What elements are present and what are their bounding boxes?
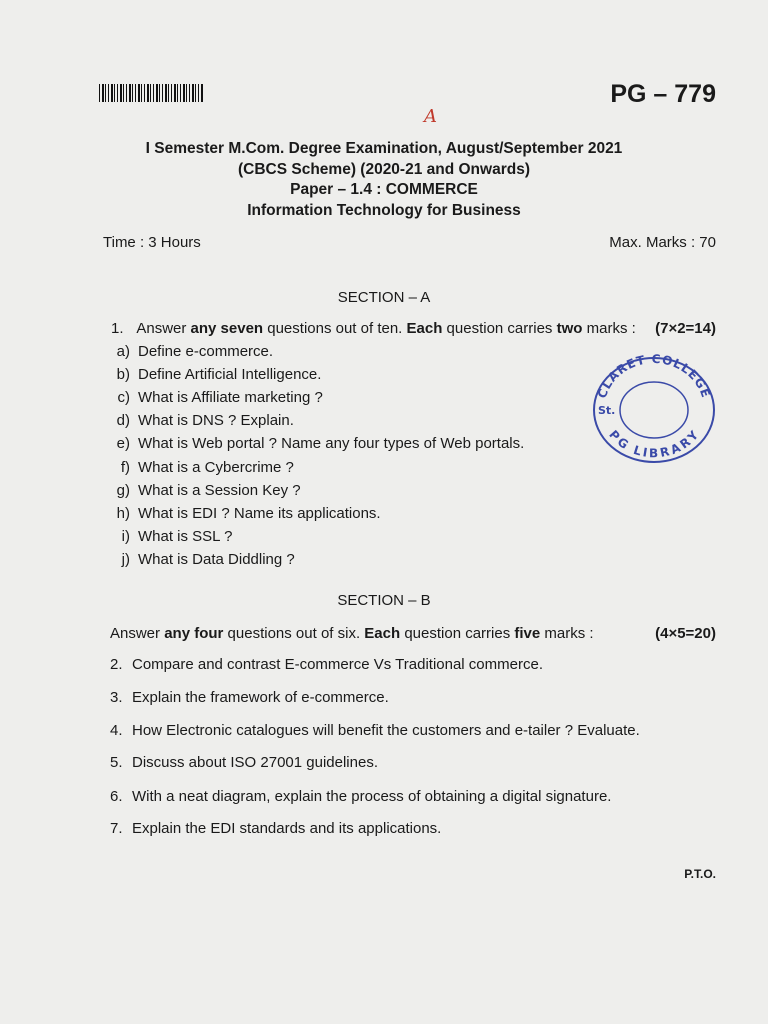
instr-text: question carries <box>400 625 515 642</box>
section-b-instruction <box>110 625 594 642</box>
instr-text: questions out of six. <box>223 625 365 642</box>
question-number: 2. <box>110 656 123 673</box>
item-text: What is SSL ? <box>138 528 233 545</box>
item-text: What is Data Diddling ? <box>138 551 295 568</box>
section-a-item <box>106 459 294 476</box>
item-text: Define Artificial Intelligence. <box>138 366 322 383</box>
section-b-question <box>110 788 611 805</box>
item-label: c) <box>117 389 130 406</box>
barcode <box>99 84 203 102</box>
item-text: Define e-commerce. <box>138 343 274 360</box>
question-number: 6. <box>110 788 123 805</box>
instr-bold: any four <box>164 625 224 642</box>
question-number: 5. <box>110 754 123 771</box>
stamp-bottom-text: PG LIBRARY <box>606 427 702 461</box>
item-label: i) <box>121 528 130 545</box>
section-a-item <box>106 435 524 452</box>
instr-text: Answer <box>110 625 165 642</box>
instr-text: marks : <box>540 625 594 642</box>
item-label: d) <box>116 412 130 429</box>
item-text: What is Web portal ? Name any four types of Web portals. <box>138 435 525 452</box>
paper-code: PG – 779 <box>610 80 716 108</box>
section-b-question <box>110 689 389 706</box>
instr-bold: two <box>556 320 583 337</box>
section-a-item <box>106 412 294 429</box>
header-line-2: (CBCS Scheme) (2020-21 and Onwards) <box>237 161 530 178</box>
section-b-question <box>110 754 378 771</box>
stamp-left-text: St. <box>598 404 616 417</box>
item-label: e) <box>116 435 130 452</box>
header-line-3: Paper – 1.4 : COMMERCE <box>290 181 478 198</box>
handwritten-mark: A <box>424 106 437 127</box>
question-text: Discuss about ISO 27001 guidelines. <box>132 754 378 771</box>
section-b-question <box>110 656 543 673</box>
section-a-item <box>106 505 381 522</box>
instr-text: questions out of ten. <box>263 320 407 337</box>
section-b-question <box>110 722 640 739</box>
instr-text: question carries <box>442 320 557 337</box>
section-a-item <box>106 528 232 545</box>
item-label: h) <box>116 505 130 522</box>
item-label: f) <box>120 459 130 476</box>
question-number: 1. <box>111 320 124 337</box>
question-text: Compare and contrast E-commerce Vs Traditional commerce. <box>132 656 543 673</box>
instr-bold: Each <box>406 320 443 337</box>
section-b-question <box>110 820 441 837</box>
instr-bold: any seven <box>190 320 264 337</box>
svg-text:CLARET COLLEGE <box>595 352 713 400</box>
question-text: Explain the framework of e-commerce. <box>132 689 389 706</box>
library-stamp <box>590 352 718 464</box>
svg-text:PG LIBRARY <box>606 427 702 460</box>
header-line-4: Information Technology for Business <box>247 202 521 219</box>
section-b-marks: (4×5=20) <box>655 625 716 642</box>
question-text: Explain the EDI standards and its applications. <box>132 820 442 837</box>
section-a-title: SECTION – A <box>337 289 431 306</box>
max-marks-label: Max. Marks : 70 <box>609 234 716 251</box>
section-a-instruction <box>111 320 636 337</box>
item-text: What is a Cybercrime ? <box>138 459 294 476</box>
header-line-1: I Semester M.Com. Degree Examination, August/September 2021 <box>145 140 623 157</box>
section-a-item <box>106 551 295 568</box>
question-number: 3. <box>110 689 123 706</box>
section-a-item <box>106 366 321 383</box>
item-text: What is DNS ? Explain. <box>138 412 294 429</box>
instr-text: Answer <box>136 320 191 337</box>
question-number: 4. <box>110 722 123 739</box>
question-text: How Electronic catalogues will benefit the customers and e-tailer ? Evaluate. <box>132 722 640 739</box>
stamp-top-text: CLARET COLLEGE <box>594 352 714 401</box>
item-label: j) <box>121 551 130 568</box>
instr-bold: Each <box>364 625 401 642</box>
question-number: 7. <box>110 820 123 837</box>
section-b-title: SECTION – B <box>337 592 431 609</box>
item-text: What is a Session Key ? <box>138 482 301 499</box>
section-a-item <box>106 482 301 499</box>
item-label: g) <box>116 482 130 499</box>
time-label: Time : 3 Hours <box>103 234 201 251</box>
item-text: What is EDI ? Name its applications. <box>138 505 381 522</box>
pto-label: P.T.O. <box>684 867 716 881</box>
instr-text: marks : <box>582 320 636 337</box>
item-text: What is Affiliate marketing ? <box>138 389 323 406</box>
section-a-item <box>106 389 323 406</box>
question-text: With a neat diagram, explain the process of obtaining a digital signature. <box>132 788 612 805</box>
item-label: a) <box>116 343 130 360</box>
section-a-item <box>106 343 273 360</box>
item-label: b) <box>116 366 130 383</box>
section-a-marks: (7×2=14) <box>655 320 716 337</box>
instr-bold: five <box>514 625 541 642</box>
